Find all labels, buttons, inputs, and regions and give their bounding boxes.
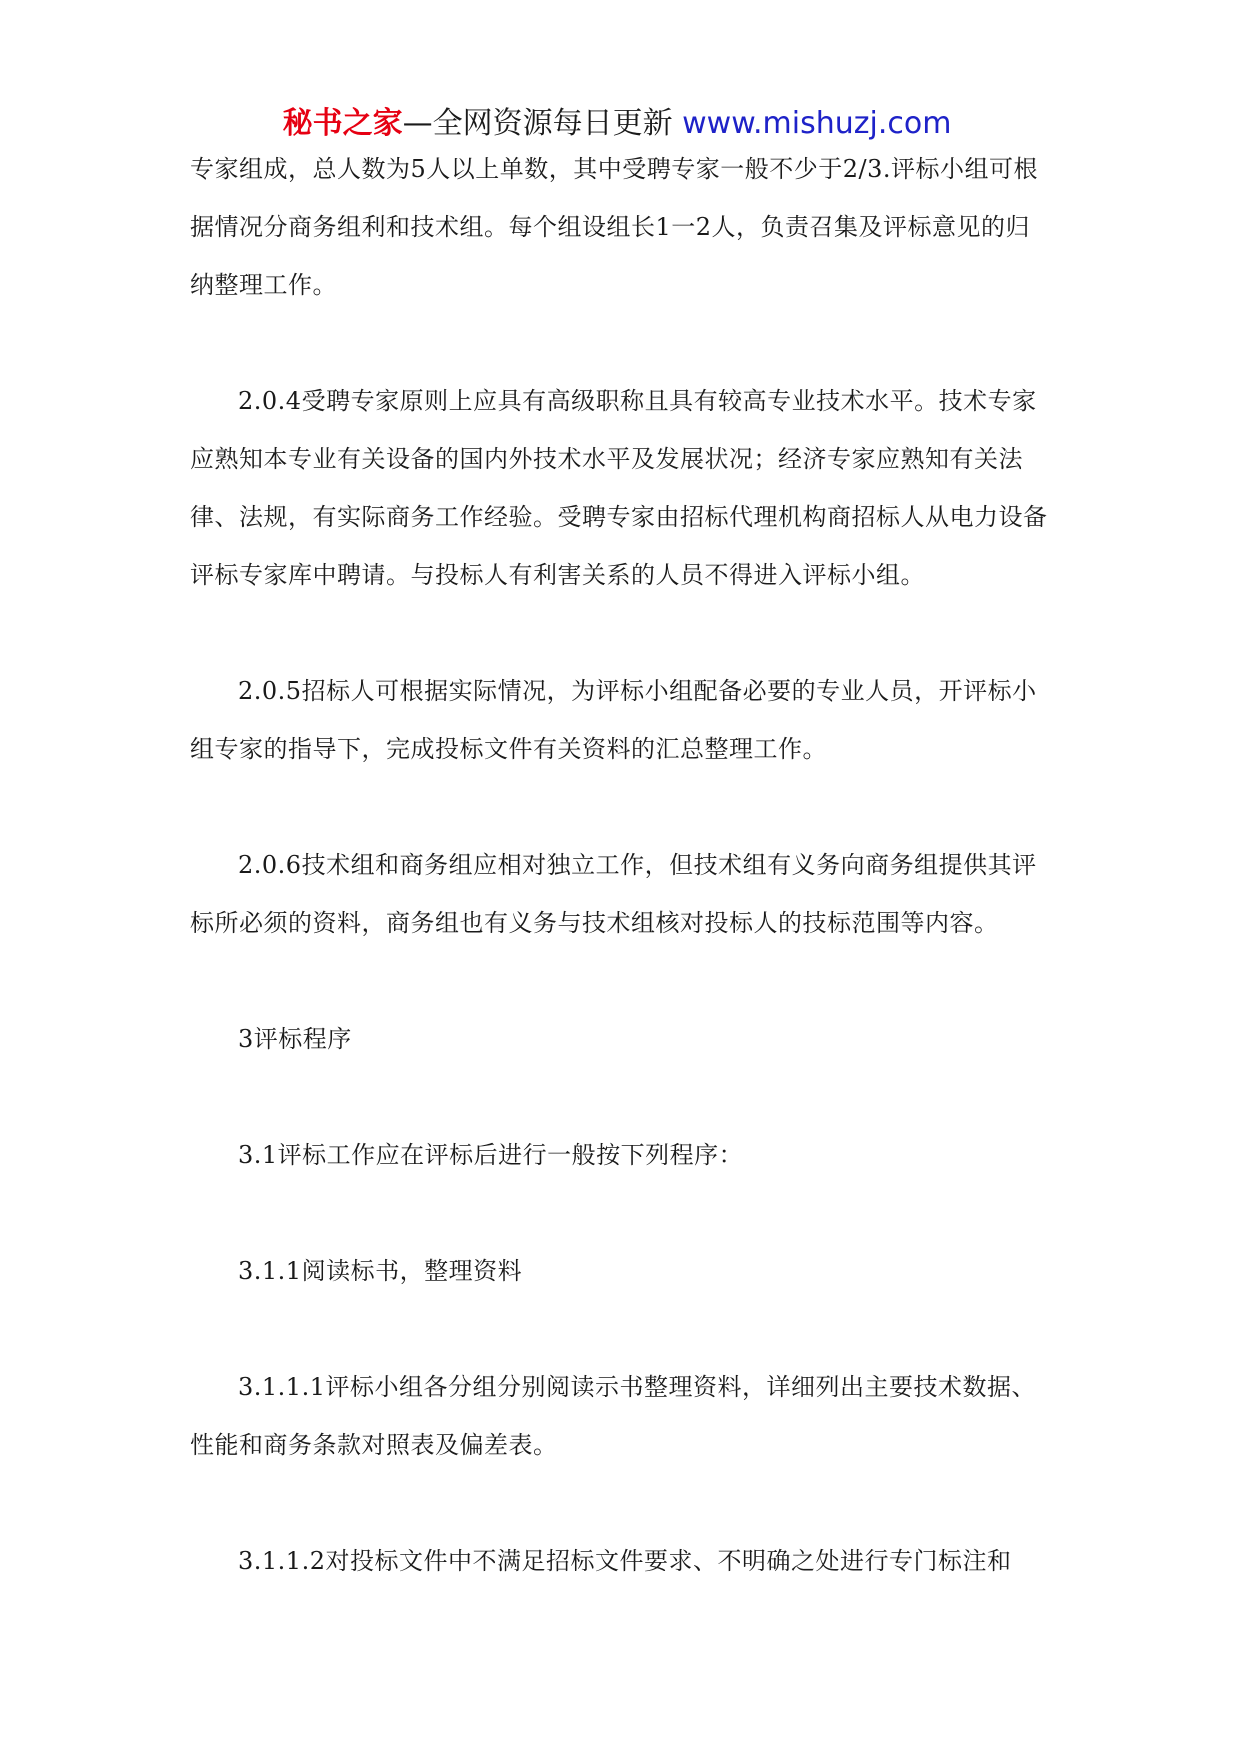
section-heading-3: 3评标程序 <box>238 1025 352 1053</box>
paragraph-3-1-1-2: 3.1.1.2对投标文件中不满足招标文件要求、不明确之处进行专门标注和 <box>238 1547 1012 1575</box>
site-url[interactable]: www.mishuzj.com <box>682 106 952 141</box>
paragraph-3-1-1: 3.1.1阅读标书，整理资料 <box>238 1257 523 1285</box>
document-body <box>190 140 1050 1590</box>
paragraph-continued: 专家组成，总人数为5人以上单数，其中受聘专家一般不少于2/3.评标小组可根据情况分商务组利和技术组。每个组设组长1一2人，负责召集及评标意见的归纳整理工作。 <box>190 155 1039 299</box>
brand-name: 秘书之家 <box>282 106 403 141</box>
paragraph-2-0-6: 2.0.6技术组和商务组应相对独立工作，但技术组有义务向商务组提供其评标所必须的资料，商务组也有义务与技术组核对投标人的技标范围等内容。 <box>190 851 1037 937</box>
site-header <box>0 104 1234 144</box>
header-tagline: —全网资源每日更新 <box>402 106 683 141</box>
paragraph-3-1-1-1: 3.1.1.1评标小组各分组分别阅读示书整理资料，详细列出主要技术数据、性能和商务条款对照表及偏差表。 <box>190 1373 1036 1459</box>
paragraph-3-1: 3.1评标工作应在评标后进行一般按下列程序： <box>238 1141 744 1169</box>
paragraph-2-0-4: 2.0.4受聘专家原则上应具有高级职称且具有较高专业技术水平。技术专家应熟知本专业有关设备的国内外技术水平及发展状况；经济专家应熟知有关法律、法规，有实际商务工作经验。受聘专家由招标代理机构商招标人从电力设备评标专家库中聘请。与投标人有利害关系的人员不得进入评标小组。 <box>190 387 1048 589</box>
paragraph-2-0-5: 2.0.5招标人可根据实际情况，为评标小组配备必要的专业人员，开评标小组专家的指导下，完成投标文件有关资料的汇总整理工作。 <box>190 677 1037 763</box>
